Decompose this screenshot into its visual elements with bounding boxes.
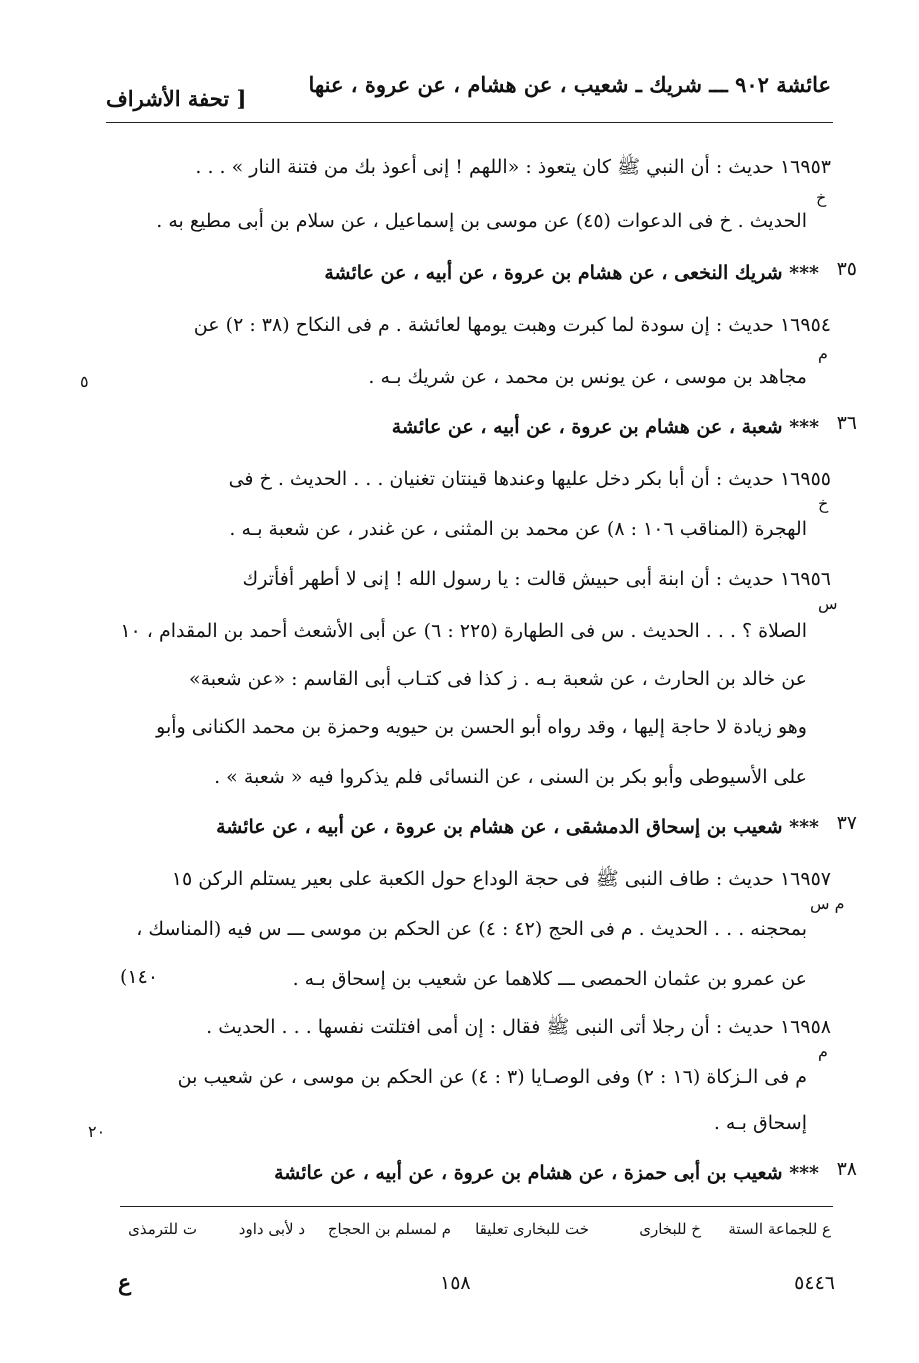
chain-35-number: ٣٥ — [836, 258, 857, 280]
hadith-16957-line-1: ١٦٩٥٧ حديث : طاف النبى ﷺ فى حجة الوداع حول الكعبة على بعير يستلم الركن ١٥ — [171, 868, 831, 890]
hadith-16957-line-2: بمحجنه . . . الحديث . م فى الحج (٤٢ : ٤) عن الحكم بن موسى ـــ س فيه (المناسك ، — [136, 918, 807, 940]
sigla-16957: م س — [810, 894, 845, 913]
hadith-16957-line-3a: ١٤٠) — [120, 966, 159, 988]
abbrev-tirmidhi: ت للترمذى — [128, 1220, 197, 1238]
hadith-16956-line-2: الصلاة ؟ . . . الحديث . س فى الطهارة (٢٢٥ : ٦) عن أبى الأشعث أحمد بن المقدام ، ١٠ — [120, 620, 807, 642]
hadith-16956-line-3: عن خالد بن الحارث ، عن شعبة بـه . ز كذا فى كتـاب أبى القاسم : «عن شعبة» — [188, 668, 807, 690]
hadith-16953-line-1: ١٦٩٥٣ حديث : أن النبي ﷺ كان يتعوذ : «اللهم ! إنى أعوذ بك من فتنة النار » . . . — [195, 156, 831, 178]
hadith-16958-line-2: م فى الـزكاة (١٦ : ٢) وفى الوصـايا (٣ : ٤) عن الحكم بن موسى ، عن شعيب بن — [177, 1066, 807, 1088]
hadith-16956-line-1: ١٦٩٥٦ حديث : أن ابنة أبى حبيش قالت : يا رسول الله ! إنى لا أطهر أفأترك — [242, 568, 831, 590]
hadith-16958-line-3: إسحاق بـه . — [713, 1112, 807, 1134]
sigla-16954: م — [818, 344, 828, 363]
sigla-16956: س — [818, 594, 838, 613]
abbrev-bukhari: خ للبخارى — [639, 1220, 701, 1238]
running-header-right: عائشة ٩٠٢ ـــ شريك ـ شعيب ، عن هشام ، عن عروة ، عنها — [308, 72, 831, 97]
running-header-left: [ تحفة الأشراف — [106, 86, 247, 111]
hadith-16955-line-1: ١٦٩٥٥ حديث : أن أبا بكر دخل عليها وعندها قينتان تغنيان . . . الحديث . خ فى — [228, 468, 831, 490]
hadith-16953-line-2: الحديث . خ فى الدعوات (٤٥) عن موسى بن إسماعيل ، عن سلام بن أبى مطيع به . — [156, 210, 807, 232]
chain-36-number: ٣٦ — [836, 412, 857, 434]
abbrev-muslim: م لمسلم بن الحجاج — [327, 1220, 451, 1238]
sigla-16958: م — [818, 1042, 828, 1061]
margin-line-20: ٢٠ — [88, 1122, 106, 1141]
hadith-16954-line-1: ١٦٩٥٤ حديث : إن سودة لما كبرت وهبت يومها لعائشة . م فى النكاح (٣٨ : ٢) عن — [193, 314, 831, 336]
chain-36-heading: *** شعبة ، عن هشام بن عروة ، عن أبيه ، عن عائشة — [391, 416, 819, 438]
chain-37-number: ٣٧ — [836, 812, 857, 834]
abbrev-abu-dawud: د لأبى داود — [238, 1220, 305, 1238]
hadith-16958-line-1: ١٦٩٥٨ حديث : أن رجلا أتى النبى ﷺ فقال : إن أمى افتلتت نفسها . . . الحديث . — [206, 1016, 831, 1038]
footer-entry-number: ٥٤٤٦ — [794, 1272, 835, 1294]
abbrev-jamaa: ع للجماعة الستة — [728, 1220, 831, 1238]
chain-38-number: ٣٨ — [836, 1158, 857, 1180]
footer-signature-mark: ع — [118, 1270, 132, 1296]
footnote-rule — [120, 1206, 833, 1207]
chain-37-heading: *** شعيب بن إسحاق الدمشقى ، عن هشام بن عروة ، عن أبيه ، عن عائشة — [216, 816, 819, 838]
sigla-16955: خ — [818, 494, 829, 513]
hadith-16956-line-5: على الأسيوطى وأبو بكر بن السنى ، عن النسائى فلم يذكروا فيه « شعبة » . — [214, 766, 807, 788]
margin-line-5: ٥ — [80, 372, 89, 391]
header-rule — [106, 122, 833, 123]
hadith-16955-line-2: الهجرة (المناقب ١٠٦ : ٨) عن محمد بن المثنى ، عن غندر ، عن شعبة بـه . — [229, 518, 807, 540]
page-number: ١٥٨ — [440, 1272, 471, 1294]
chain-35-heading: *** شريك النخعى ، عن هشام بن عروة ، عن أبيه ، عن عائشة — [324, 262, 819, 284]
sigla-16953: خ — [816, 188, 827, 207]
chain-38-heading: *** شعيب بن أبى حمزة ، عن هشام بن عروة ، عن أبيه ، عن عائشة — [274, 1162, 819, 1184]
abbrev-bukhari-taliq: خت للبخارى تعليقا — [475, 1220, 589, 1238]
hadith-16954-line-2: مجاهد بن موسى ، عن يونس بن محمد ، عن شريك بـه . — [368, 366, 807, 388]
hadith-16956-line-4: وهو زيادة لا حاجة إليها ، وقد رواه أبو الحسن بن حيويه وحمزة بن محمد الكنانى وأبو — [156, 716, 807, 738]
hadith-16957-line-3b: عن عمرو بن عثمان الحمصى ـــ كلاهما عن شعيب بن إسحاق بـه . — [292, 968, 807, 990]
